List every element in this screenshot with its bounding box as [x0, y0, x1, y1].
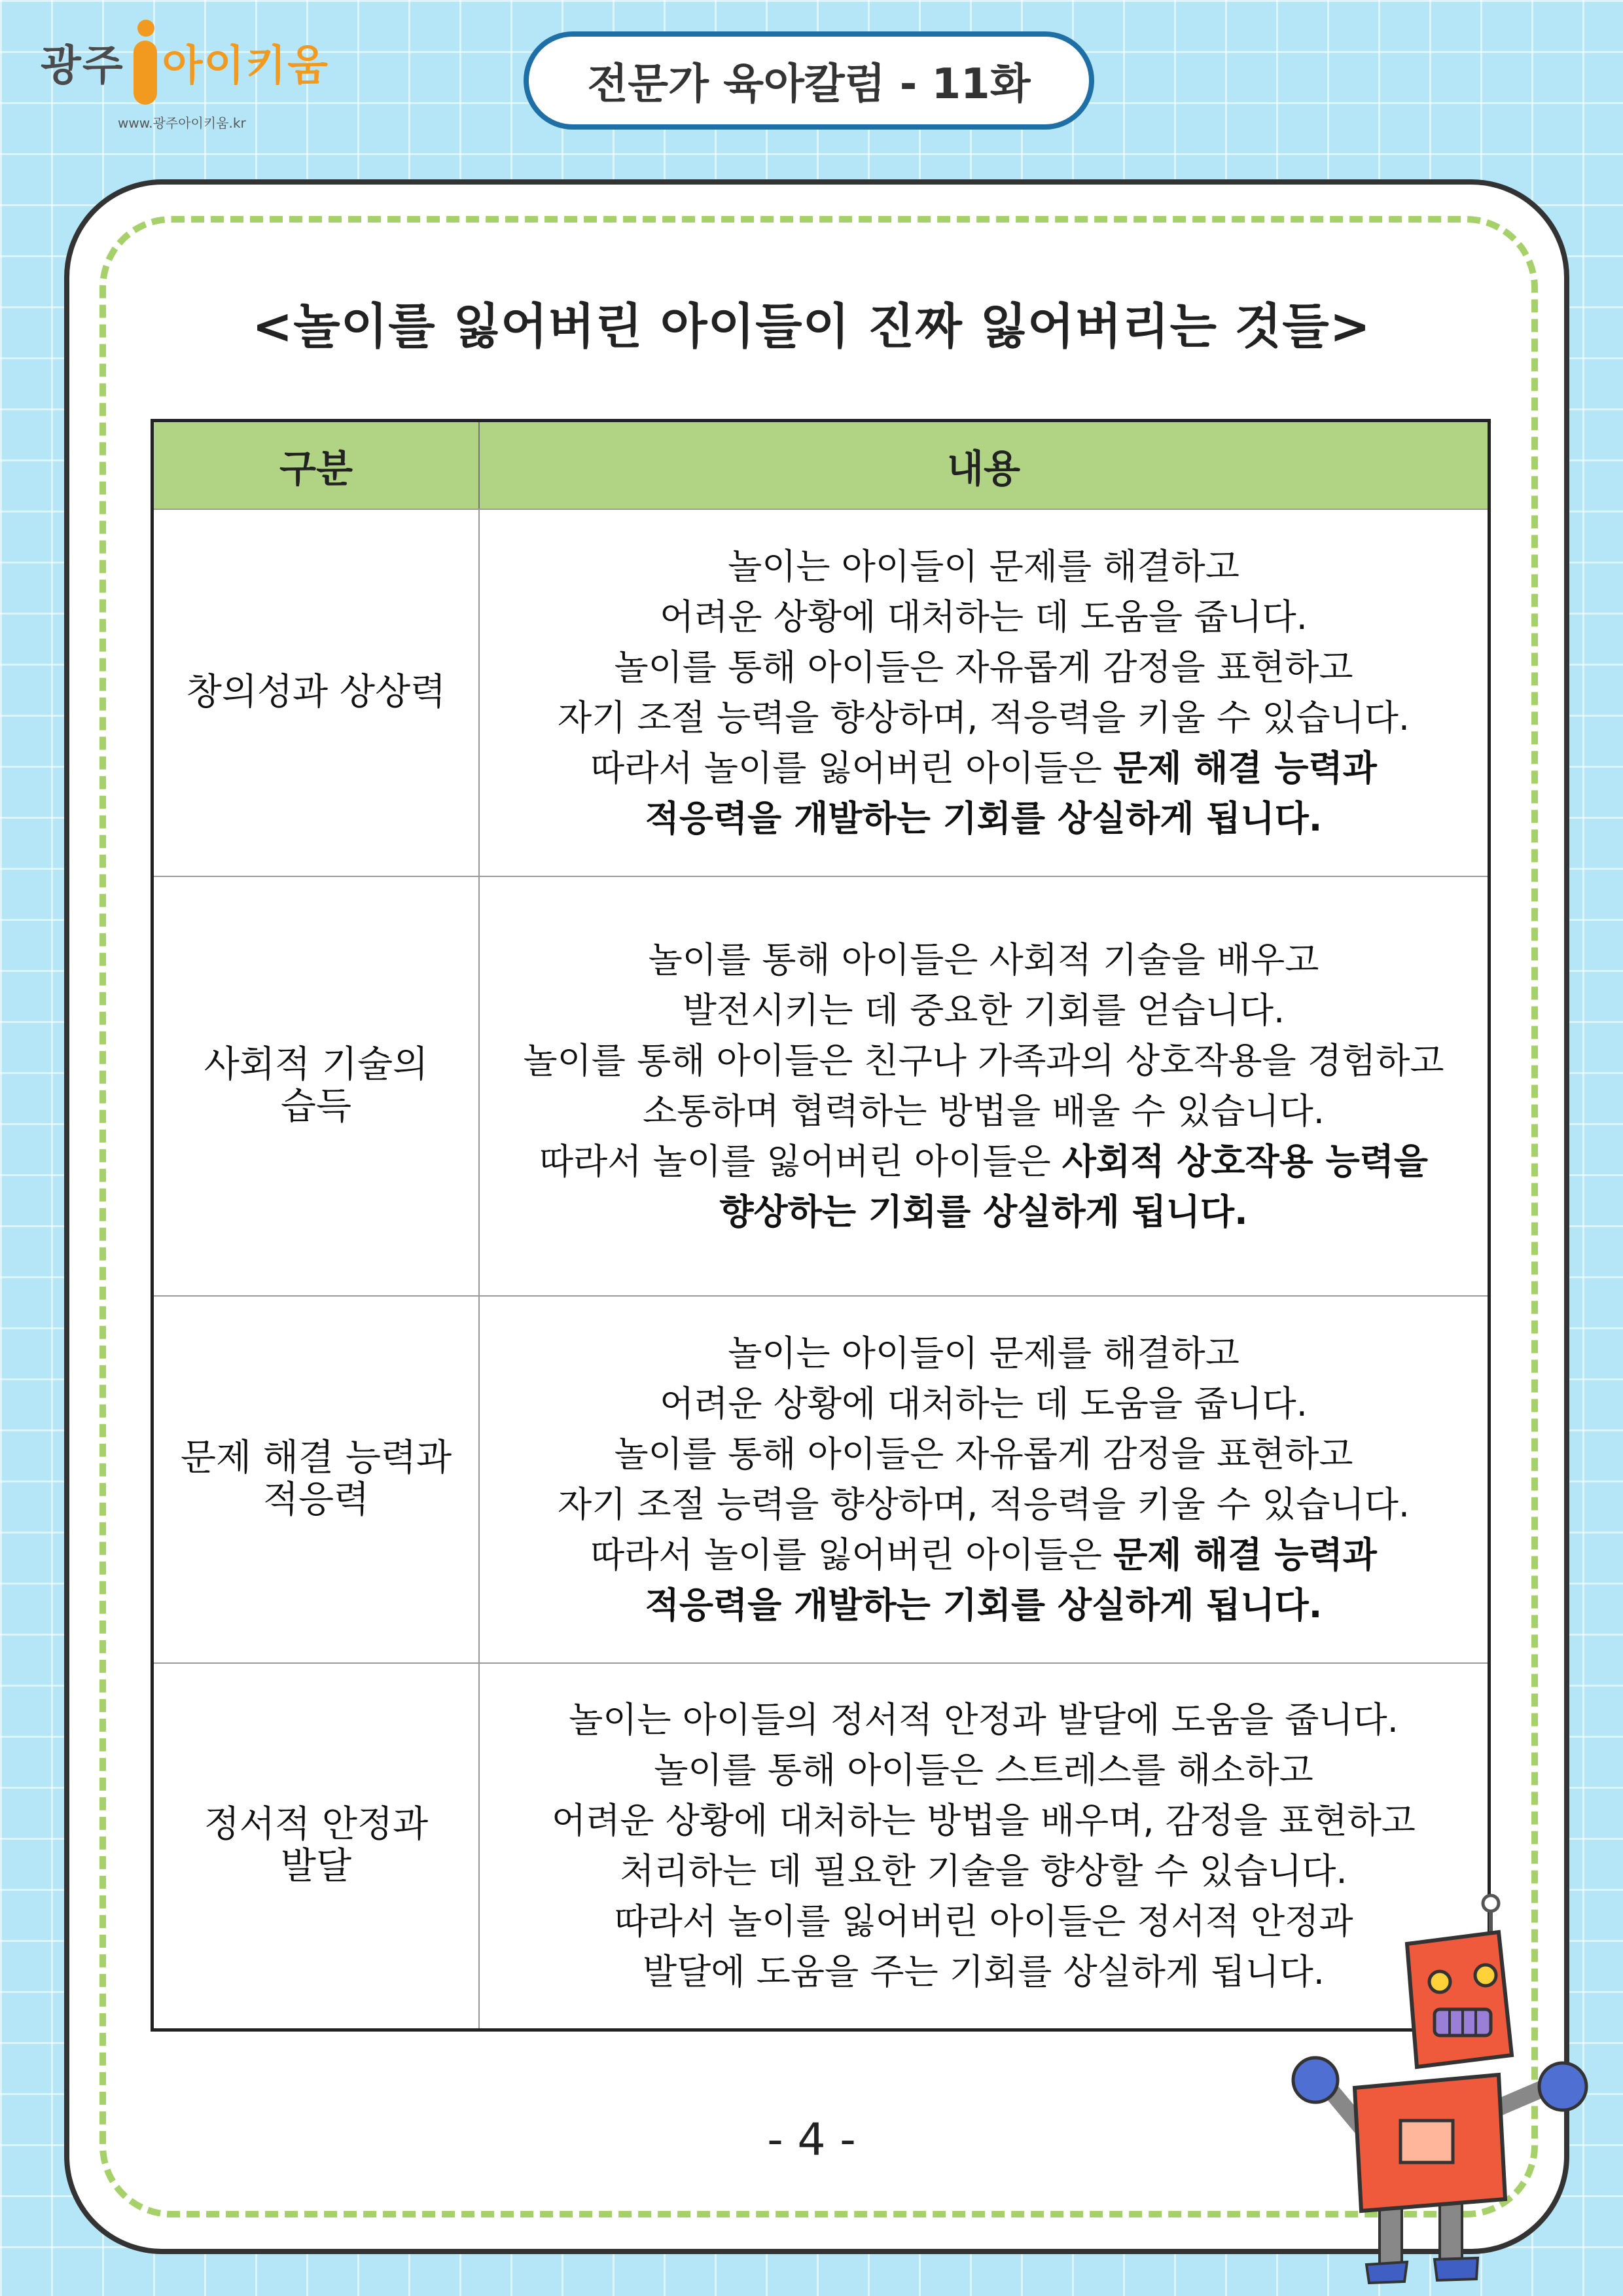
- content-line: [493, 1846, 1474, 1896]
- logo-word-aikium: 아이키움: [162, 42, 329, 90]
- content-line: [493, 1378, 1474, 1429]
- content-text: 놀이는 아이들의 정서적 안정과 발달에 도움을 줍니다.: [569, 1699, 1399, 1741]
- category-line: 발달: [280, 1845, 352, 1888]
- content-text: 놀이를 통해 아이들은 자유롭게 감정을 표현하고: [614, 647, 1353, 689]
- logo-i-icon: [134, 20, 157, 105]
- logo-url: www.광주아이키움.kr: [118, 115, 246, 131]
- content-text: 놀이를 통해 아이들은 자유롭게 감정을 표현하고: [614, 1433, 1353, 1475]
- category-line: 문제 해결 능력과: [180, 1437, 452, 1480]
- content-cell: [479, 1296, 1489, 1663]
- content-text: 따라서 놀이를 잃어버린 아이들은: [590, 1534, 1114, 1576]
- content-line: [493, 985, 1474, 1035]
- content-emphasis: 적응력을 개발하는 기회를 상실하게 됩니다.: [645, 798, 1323, 840]
- content-line: [493, 692, 1474, 743]
- category-cell: [152, 876, 480, 1296]
- content-line: [493, 1328, 1474, 1378]
- content-text: 어려운 상황에 대처하는 데 도움을 줍니다.: [660, 596, 1308, 638]
- content-line: [493, 1136, 1474, 1187]
- content-emphasis: 문제 해결 능력과: [1113, 747, 1377, 789]
- category-line: 사회적 기술의: [204, 1043, 429, 1086]
- category-cell: [152, 1663, 480, 2030]
- content-text: 놀이를 통해 아이들은 스트레스를 해소하고: [654, 1749, 1313, 1791]
- content-line: [493, 1479, 1474, 1530]
- content-text: 소통하며 협력하는 방법을 배울 수 있습니다.: [643, 1090, 1325, 1132]
- category-line: 습득: [280, 1085, 352, 1128]
- content-text: 따라서 놀이를 잃어버린 아이들은 정서적 안정과: [614, 1901, 1353, 1943]
- content-text: 놀이를 통해 아이들은 친구나 가족과의 상호작용을 경험하고: [523, 1040, 1444, 1082]
- content-line: [493, 1795, 1474, 1846]
- content-table: [151, 419, 1491, 2032]
- content-line: [493, 1530, 1474, 1580]
- content-text: 놀이를 통해 아이들은 사회적 기술을 배우고: [648, 939, 1319, 981]
- content-line: [493, 1695, 1474, 1745]
- content-text: 놀이는 아이들이 문제를 해결하고: [728, 1333, 1240, 1374]
- content-text: 어려운 상황에 대처하는 데 도움을 줍니다.: [660, 1383, 1308, 1425]
- logo: [41, 20, 342, 137]
- table-body: [152, 509, 1489, 2030]
- column-title: 전문가 육아칼럼 - 11화: [587, 60, 1031, 109]
- robot-illustration-icon: [1283, 1892, 1597, 2284]
- content-emphasis: 적응력을 개발하는 기회를 상실하게 됩니다.: [645, 1585, 1323, 1626]
- content-line: [493, 1035, 1474, 1086]
- page-number: - 4 -: [767, 2114, 856, 2166]
- category-cell: [152, 509, 480, 876]
- content-cell: [479, 509, 1489, 876]
- content-line: [493, 1429, 1474, 1479]
- content-text: 따라서 놀이를 잃어버린 아이들은: [539, 1141, 1062, 1183]
- category-line: 정서적 안정과: [204, 1803, 429, 1846]
- content-text: 자기 조절 능력을 향상하며, 적응력을 키울 수 있습니다.: [557, 1484, 1410, 1526]
- content-text: 자기 조절 능력을 향상하며, 적응력을 키울 수 있습니다.: [557, 697, 1410, 739]
- content-text: 발달에 도움을 주는 기회를 상실하게 됩니다.: [643, 1951, 1325, 1993]
- category-line: 적응력: [262, 1479, 370, 1522]
- category-cell: [152, 1296, 480, 1663]
- content-text: 놀이는 아이들이 문제를 해결하고: [728, 546, 1240, 588]
- content-line: [493, 642, 1474, 692]
- content-line: [493, 541, 1474, 592]
- table-row: [152, 509, 1489, 876]
- header-content: 내용: [479, 421, 1489, 510]
- content-text: 처리하는 데 필요한 기술을 향상할 수 있습니다.: [620, 1850, 1347, 1892]
- content-emphasis: 향상하는 기회를 상실하게 됩니다.: [719, 1191, 1248, 1233]
- content-line: [493, 793, 1474, 844]
- header-category: 구분: [152, 421, 480, 510]
- content-line: [493, 1745, 1474, 1795]
- content-emphasis: 문제 해결 능력과: [1113, 1534, 1377, 1576]
- table-header-row: [152, 421, 1489, 510]
- content-cell: [479, 876, 1489, 1296]
- column-title-badge: [524, 31, 1094, 130]
- content-line: [493, 1187, 1474, 1237]
- document-title: <놀이를 잃어버린 아이들이 진짜 잃어버리는 것들>: [252, 298, 1371, 355]
- content-line: [493, 743, 1474, 793]
- content-text: 어려운 상황에 대처하는 방법을 배우며, 감정을 표현하고: [552, 1800, 1416, 1842]
- content-line: [493, 1086, 1474, 1136]
- content-line: [493, 935, 1474, 985]
- content-line: [493, 1580, 1474, 1630]
- table-row: [152, 1296, 1489, 1663]
- logo-word-gwangju: 광주: [41, 42, 124, 90]
- content-text: 발전시키는 데 중요한 기회를 얻습니다.: [682, 990, 1285, 1031]
- content-emphasis: 사회적 상호작용 능력을: [1061, 1141, 1429, 1183]
- category-line: 창의성과 상상력: [186, 671, 446, 714]
- content-text: 따라서 놀이를 잃어버린 아이들은: [590, 747, 1114, 789]
- table-row: [152, 876, 1489, 1296]
- content-line: [493, 592, 1474, 642]
